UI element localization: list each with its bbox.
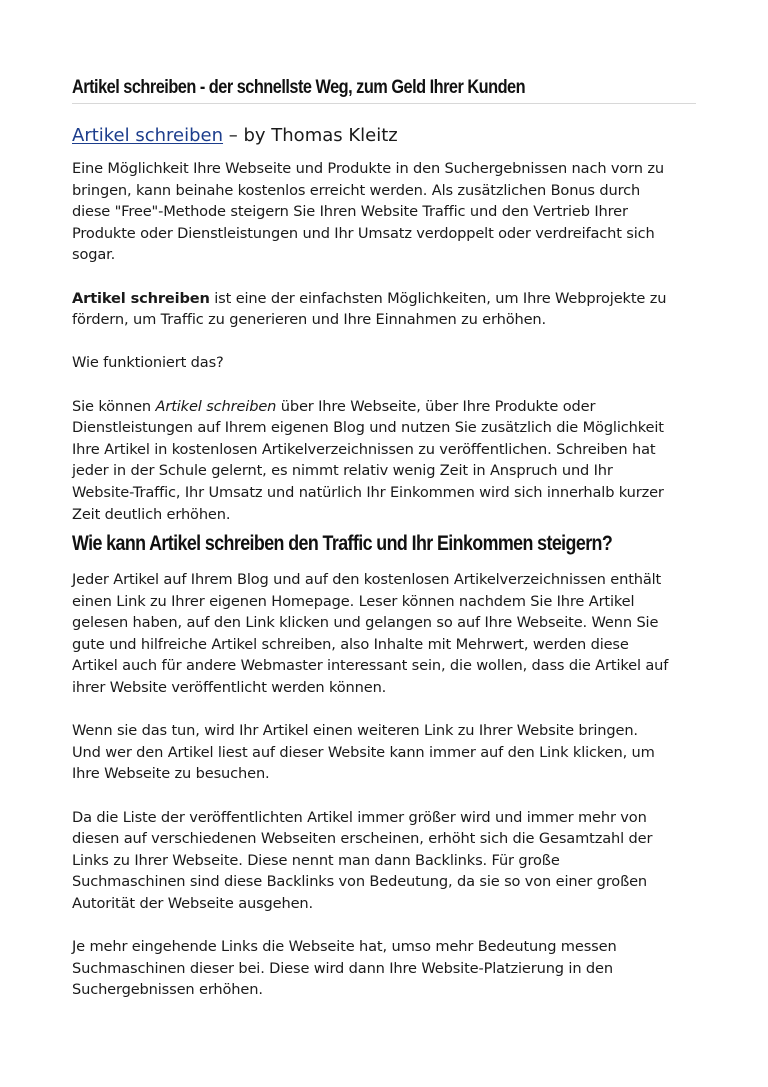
text-span: über Ihre Webseite, über Ihre Produkte oder [276,397,596,415]
text-line: Eine Möglichkeit Ihre Webseite und Produkte in den Suchergebnissen nach vorn zu [72,160,664,177]
byline-author: – by Thomas Kleitz [223,125,398,146]
text-line: diese "Free"-Methode steigern Sie Ihren Website Traffic und den Vertrieb Ihrer [72,203,628,221]
paragraph-further-link [72,720,696,785]
text-line: Links zu Ihrer Webseite. Diese nennt man dann Backlinks. Für große [72,851,560,869]
text-line: Ihre Webseite zu besuchen. [72,765,270,783]
document-page [72,0,696,1001]
title-divider [72,103,696,104]
text-line: Produkte oder Dienstleistungen und Ihr Umsatz verdoppelt oder verdreifacht sich [72,224,655,242]
paragraph-how [72,396,696,526]
paragraph-intro [72,158,696,266]
text-line [72,396,696,418]
text-line: bringen, kann beinahe kostenlos erreicht werden. Als zusätzlichen Bonus durch [72,181,641,199]
text-line: fördern, um Traffic zu generieren und Ihre Einnahmen zu erhöhen. [72,311,546,329]
text-line: sogar. [72,246,116,264]
text-line: Suchergebnissen erhöhen. [72,981,263,999]
text-line: gute und hilfreiche Artikel schreiben, also Inhalte mit Mehrwert, werden diese [72,635,629,653]
text-span: ist eine der einfachsten Möglichkeiten, um Ihre Webprojekte zu [209,289,667,307]
text-span: Sie können [72,397,156,415]
text-line: ihrer Website veröffentlicht werden können. [72,679,387,697]
text-line: Ihre Artikel in kostenlosen Artikelverzeichnissen zu veröffentlichen. Schreiben hat [72,440,656,458]
byline [72,124,696,148]
text-line: Wenn sie das tun, wird Ihr Artikel einen weiteren Link zu Ihrer Website bringen. [72,722,638,740]
text-line: Und wer den Artikel liest auf dieser Website kann immer auf den Link klicken, um [72,743,655,761]
italic-keyword: Artikel schreiben [155,397,277,415]
paragraph-links [72,569,696,699]
text-line: Artikel auch für andere Webmaster interessant sein, die wollen, dass die Artikel auf [72,657,669,675]
text-line: jeder in der Schule gelernt, es nimmt relativ wenig Zeit in Anspruch und Ihr [72,462,613,480]
text-line: einen Link zu Ihrer eigenen Homepage. Leser können nachdem Sie Ihre Artikel [72,592,635,610]
text-line: Jeder Artikel auf Ihrem Blog und auf den kostenlosen Artikelverzeichnissen enthält [72,571,662,589]
text-line: Website-Traffic, Ihr Umsatz und natürlich Ihr Einkommen wird sich innerhalb kurzer [72,483,664,501]
text-line: Suchmaschinen dieser bei. Diese wird dann Ihre Website-Platzierung in den [72,959,613,977]
paragraph-ranking [72,936,696,1001]
question-line: Wie funktioniert das? [72,354,224,372]
artikel-schreiben-link[interactable]: Artikel schreiben [72,125,224,146]
text-line: Da die Liste der veröffentlichten Artikel immer größer wird und immer mehr von [72,808,647,826]
text-line: Suchmaschinen sind diese Backlinks von Bedeutung, da sie so von einer großen [72,873,648,891]
text-line: Je mehr eingehende Links die Webseite hat, umso mehr Bedeutung messen [72,938,617,956]
paragraph-bold-lead [72,288,696,331]
document-title: Artikel schreiben - der schnellste Weg, zum Geld Ihrer Kunden [72,77,526,98]
text-line: Zeit deutlich erhöhen. [72,505,231,523]
text-line: Autorität der Webseite ausgehen. [72,895,313,912]
section-heading: Wie kann Artikel schreiben den Traffic und Ihr Einkommen steigern? [72,532,613,556]
text-line: diesen auf verschiedenen Webseiten erscheinen, erhöht sich die Gesamtzahl der [72,830,653,848]
text-line: Dienstleistungen auf Ihrem eigenen Blog und nutzen Sie zusätzlich die Möglichkeit [72,419,664,437]
text-line: gelesen haben, auf den Link klicken und gelangen so auf Ihre Webseite. Wenn Sie [72,614,659,632]
bold-keyword: Artikel schreiben [72,289,210,307]
paragraph-backlinks [72,807,696,915]
text-line [72,288,696,310]
